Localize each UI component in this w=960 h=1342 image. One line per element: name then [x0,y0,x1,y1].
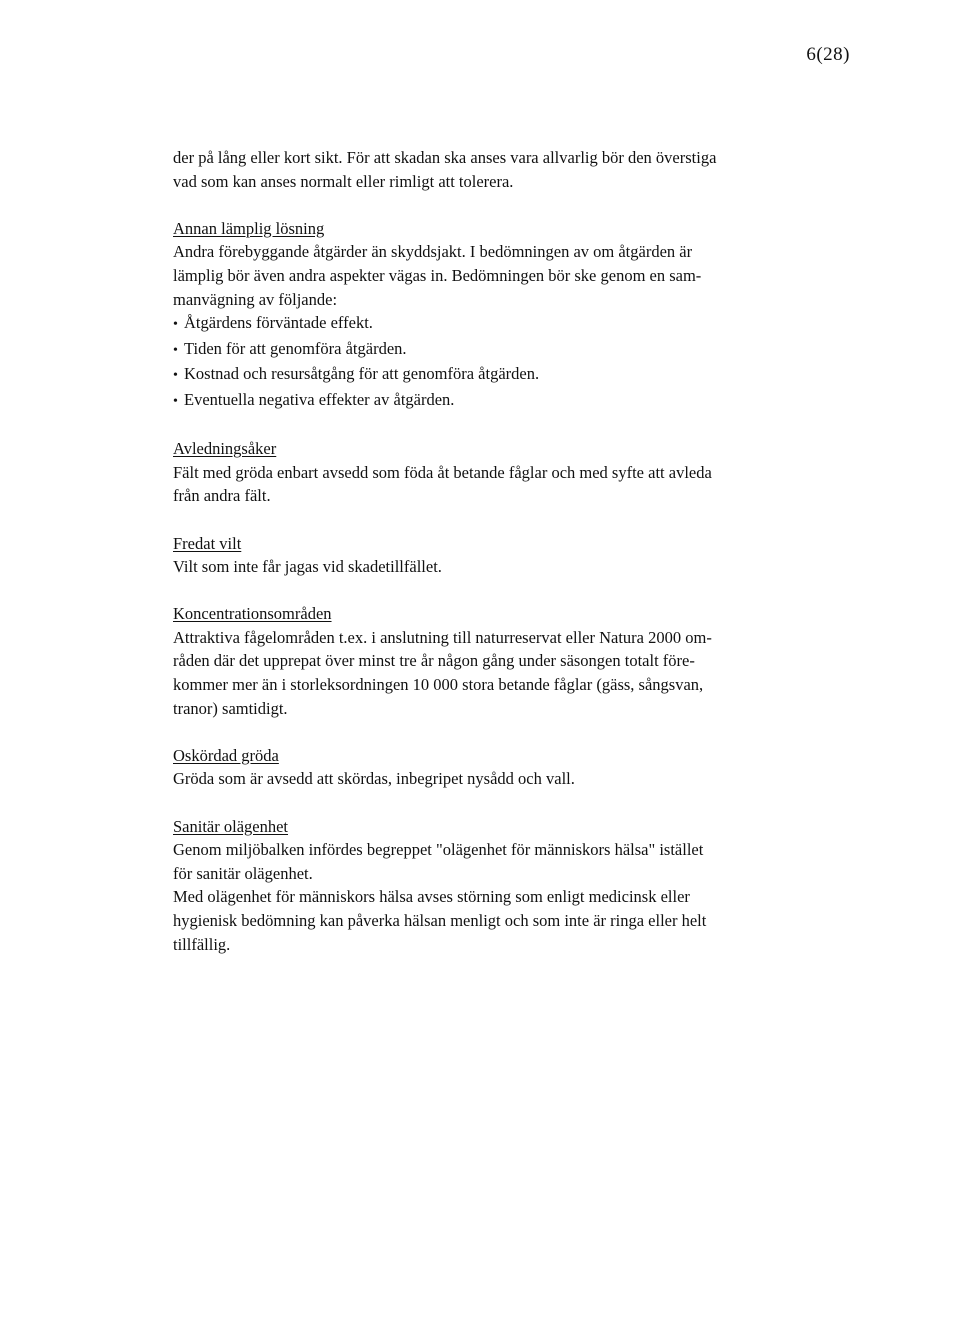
text-line: Med olägenhet för människors hälsa avses störning som enligt medicinsk eller [173,887,690,907]
text-line: tranor) samtidigt. [173,698,288,718]
section-annan-lamplig-losning [173,217,813,414]
page-number: 6(28) [806,44,850,65]
text-line: råden där det upprepat över minst tre år någon gång under säsongen totalt före- [173,651,695,671]
text-line: för sanitär olägenhet. [173,863,313,883]
section-sanitar-olagenhet [173,815,813,957]
text-line: Fält med gröda enbart avsedd som föda åt betande fåglar och med syfte att avleda [173,462,712,482]
list-item: • Åtgärdens förväntade effekt. [173,311,813,337]
text-line: från andra fält. [173,486,271,506]
list-item: • Eventuella negativa effekter av åtgärden. [173,388,813,414]
section-heading: Fredat vilt [173,533,242,553]
section-heading: Avledningsåker [173,439,277,459]
text-line: Andra förebyggande åtgärder än skyddsjakt. I bedömningen av om åtgärden är [173,242,693,262]
bullet-list [173,311,813,413]
page-body [173,146,813,956]
list-item: • Tiden för att genomföra åtgärden. [173,337,813,363]
list-item: • Kostnad och resursåtgång för att genomföra åtgärden. [173,362,813,388]
text-line: der på lång eller kort sikt. För att skadan ska anses vara allvarlig bör den överstiga [173,148,717,167]
text-line: vad som kan anses normalt eller rimligt att tolerera. [173,171,514,191]
section-koncentrationsomraden [173,602,813,720]
section-heading: Koncentrationsområden [173,604,332,624]
intro-paragraph [173,146,813,193]
text-line: Genom miljöbalken infördes begreppet "olägenhet för människors hälsa" istället [173,840,704,860]
section-oskordad-groda [173,744,813,791]
text-line: Gröda som är avsedd att skördas, inbegripet nysådd och vall. [173,769,575,789]
section-fredat-vilt [173,532,813,579]
section-avledningsaker [173,437,813,508]
section-heading: Oskördad gröda [173,745,279,765]
text-line: tillfällig. [173,934,231,954]
text-line: Attraktiva fågelområden t.ex. i anslutning till naturreservat eller Natura 2000 om- [173,627,712,647]
section-heading: Sanitär olägenhet [173,816,289,836]
text-line: Vilt som inte får jagas vid skadetillfället. [173,557,442,577]
text-line: hygienisk bedömning kan påverka hälsan menligt och som inte är ringa eller helt [173,911,707,930]
text-line: manvägning av följande: [173,289,338,309]
text-line: lämplig bör även andra aspekter vägas in. Bedömningen bör ske genom en sam- [173,265,702,285]
text-line: kommer mer än i storleksordningen 10 000 stora betande fåglar (gäss, sångsvan, [173,675,704,695]
section-heading: Annan lämplig lösning [173,218,325,238]
